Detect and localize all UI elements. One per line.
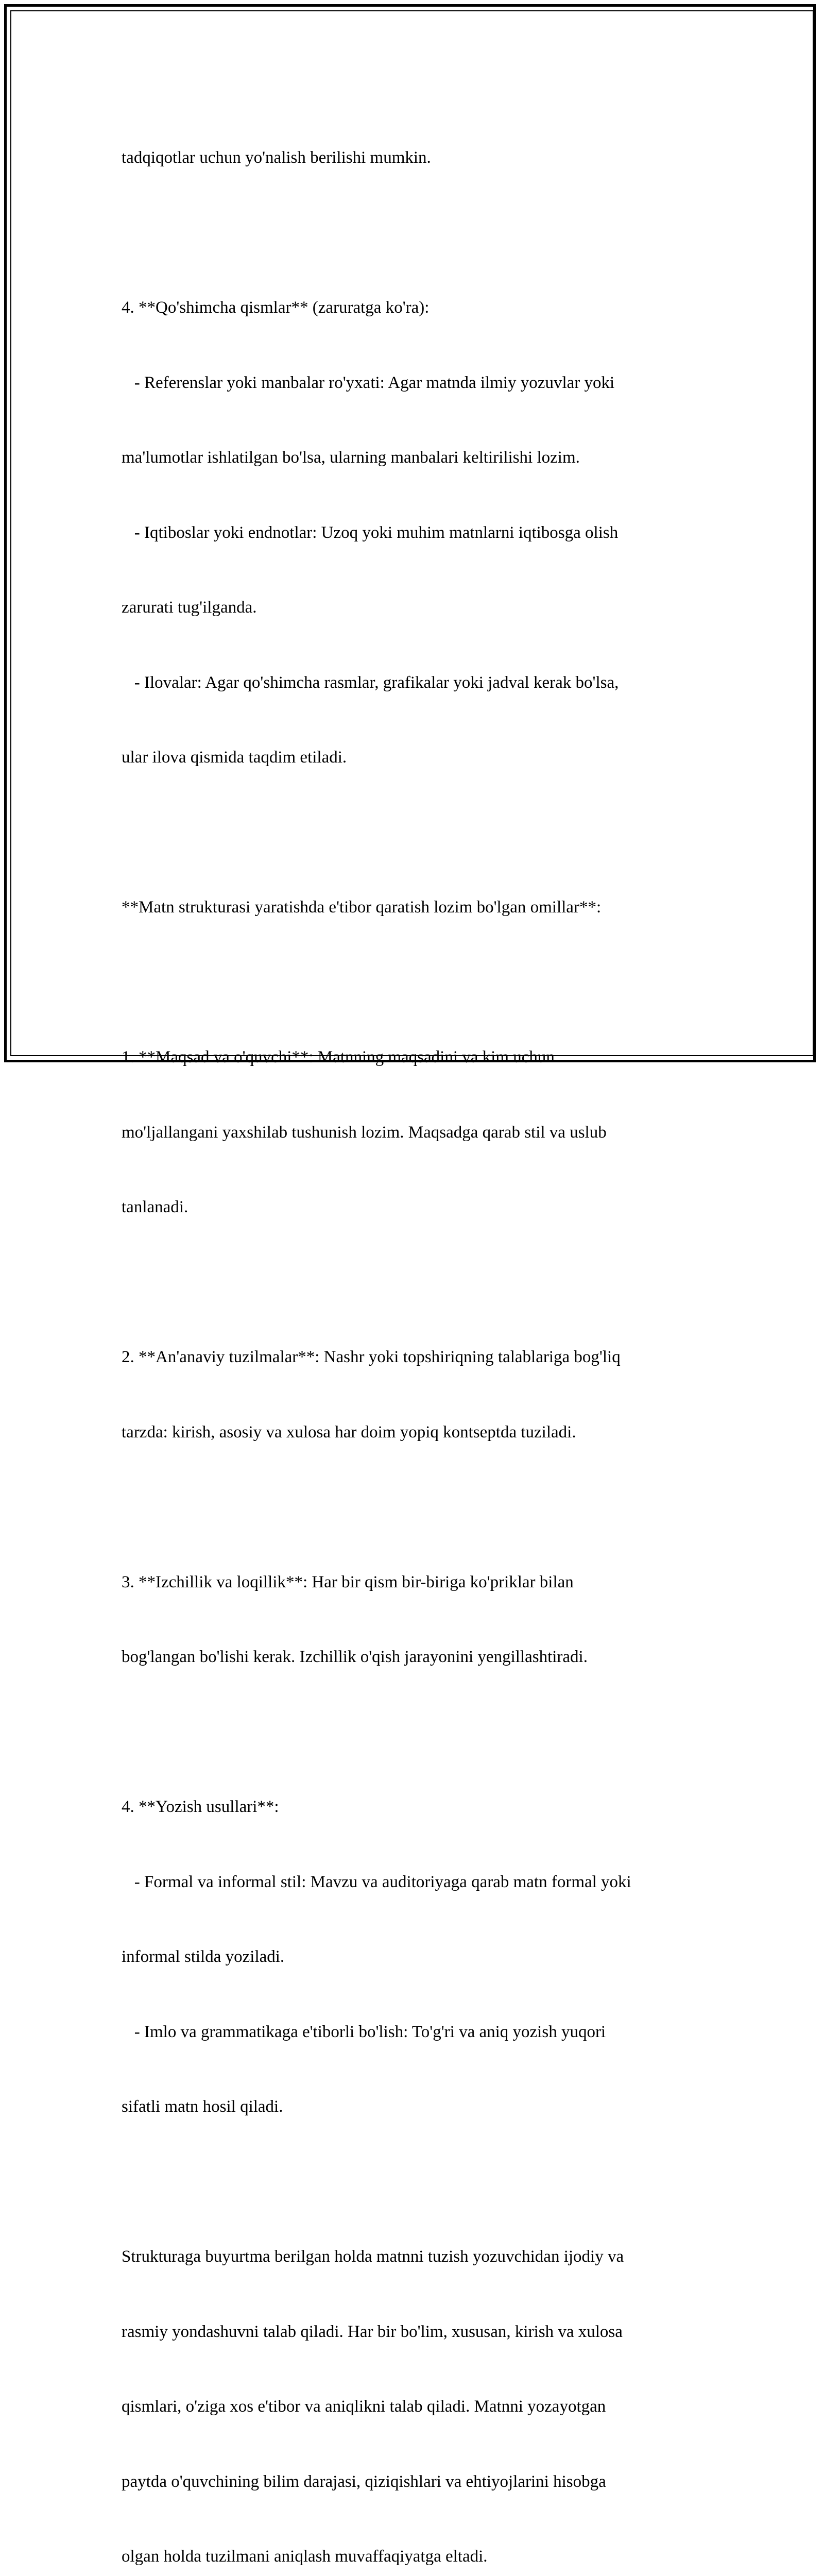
text-line: [122, 1495, 703, 1520]
text-line: - Ilovalar: Agar qo'shimcha rasmlar, grafikalar yoki jadval kerak bo'lsa,: [122, 673, 619, 692]
document-body: [122, 95, 703, 2576]
text-line: ular ilova qismida taqdim etiladi.: [122, 748, 347, 767]
text-line: - Imlo va grammatikaga e'tiborli bo'lish: To'g'ri va aniq yozish yuqori: [122, 2022, 606, 2041]
text-line: zarurati tug'ilganda.: [122, 598, 257, 617]
text-line: - Referenslar yoki manbalar ro'yxati: Agar matnda ilmiy yozuvlar yoki: [122, 373, 615, 392]
text-line: [122, 2170, 703, 2195]
text-line: [122, 1270, 703, 1295]
text-line: olgan holda tuzilmani aniqlash muvaffaqiyatga eltadi.: [122, 2547, 488, 2566]
text-line: bog'langan bo'lishi kerak. Izchillik o'qish jarayonini yengillashtiradi.: [122, 1648, 588, 1666]
text-line: tarzda: kirish, asosiy va xulosa har doim yopiq kontseptda tuziladi.: [122, 1422, 576, 1442]
text-line: - Formal va informal stil: Mavzu va auditoriyaga qarab matn formal yoki: [122, 1872, 631, 1891]
text-line: 3. **Izchillik va loqillik**: Har bir qism bir-biriga ko'priklar bilan: [122, 1572, 574, 1591]
text-line: [122, 1720, 703, 1745]
text-line: rasmiy yondashuvni talab qiladi. Har bir bo'lim, xususan, kirish va xulosa: [122, 2322, 623, 2341]
text-line: [122, 820, 703, 845]
text-line: **Matn strukturasi yaratishda e'tibor qaratish lozim bo'lgan omillar**:: [122, 898, 602, 917]
text-line: 1. **Maqsad va o'quvchi**: Matnning maqsadini va kim uchun: [122, 1048, 555, 1066]
text-line: 4. **Yozish usullari**:: [122, 1798, 279, 1816]
text-line: tanlanadi.: [122, 1198, 188, 1216]
text-line: ma'lumotlar ishlatilgan bo'lsa, ularning manbalari keltirilishi lozim.: [122, 448, 580, 467]
text-line: 2. **An'anaviy tuzilmalar**: Nashr yoki topshiriqning talablariga bog'liq: [122, 1348, 621, 1366]
text-line: 4. **Qo'shimcha qismlar** (zaruratga ko'ra):: [122, 298, 430, 317]
text-line: [122, 221, 703, 246]
text-line: informal stilda yoziladi.: [122, 1947, 285, 1966]
text-line: tadqiqotlar uchun yo'nalish berilishi mumkin.: [122, 148, 431, 167]
text-line: [122, 970, 703, 995]
text-line: paytda o'quvchining bilim darajasi, qiziqishlari va ehtiyojlarini hisobga: [122, 2472, 606, 2491]
text-line: mo'ljallangani yaxshilab tushunish lozim. Maqsadga qarab stil va uslub: [122, 1123, 607, 1142]
text-line: Strukturaga buyurtma berilgan holda matnni tuzish yozuvchidan ijodiy va: [122, 2247, 624, 2266]
text-line: qismlari, o'ziga xos e'tibor va aniqlikni talab qiladi. Matnni yozayotgan: [122, 2397, 606, 2416]
text-line: - Iqtiboslar yoki endnotlar: Uzoq yoki muhim matnlarni iqtibosga olish: [122, 523, 619, 542]
text-line: sifatli matn hosil qiladi.: [122, 2097, 283, 2116]
